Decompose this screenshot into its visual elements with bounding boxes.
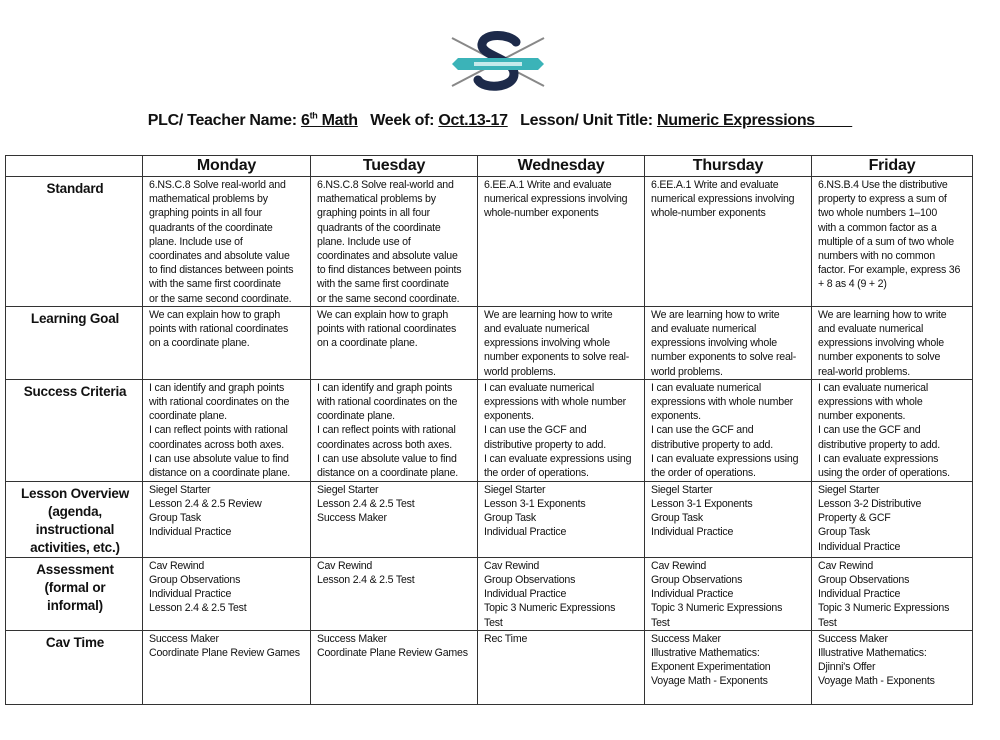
row-cav-time bbox=[6, 630, 973, 704]
cell-assessment-tuesday: Cav Rewind Lesson 2.4 & 2.5 Test bbox=[311, 557, 478, 630]
grade-number: 6 bbox=[300, 112, 310, 129]
cell-standard-thursday: 6.EE.A.1 Write and evaluate numerical expressions involving whole-number exponents bbox=[645, 177, 812, 307]
school-logo-graphic bbox=[444, 30, 552, 92]
row-success-criteria bbox=[6, 379, 973, 481]
page-title bbox=[0, 112, 1000, 130]
teacher-value bbox=[301, 112, 358, 129]
cell-cav-time-thursday: Success Maker Illustrative Mathematics: Exponent Experimentation Voyage Math - Exponents bbox=[645, 630, 812, 704]
cell-lesson-overview-friday: Siegel Starter Lesson 3-2 Distributive Property & GCF Group Task Individual Practice bbox=[812, 481, 973, 557]
day-header: Monday bbox=[143, 156, 311, 177]
weekly-plan-table bbox=[5, 155, 973, 705]
row-label: Lesson Overview (agenda, instructional activities, etc.) bbox=[6, 481, 143, 557]
cell-standard-wednesday: 6.EE.A.1 Write and evaluate numerical expressions involving whole-number exponents bbox=[478, 177, 645, 307]
row-label: Success Criteria bbox=[6, 379, 143, 481]
row-assessment bbox=[6, 557, 973, 630]
cell-success-criteria-friday: I can evaluate numerical expressions with whole number exponents. I can use the GCF and distributive property to add. I can evaluate expressions using the order of operations. bbox=[812, 379, 973, 481]
school-logo bbox=[444, 30, 552, 92]
week-label: Week of: bbox=[370, 112, 435, 129]
cell-success-criteria-wednesday: I can evaluate numerical expressions with whole number exponents. I can use the GCF and distributive property to add. I can evaluate expressions using the order of operations. bbox=[478, 379, 645, 481]
week-value: Oct.13-17 bbox=[438, 112, 508, 129]
day-header: Friday bbox=[812, 156, 973, 177]
lesson-title: Numeric Expressions bbox=[656, 112, 815, 129]
row-learning-goal bbox=[6, 306, 973, 379]
row-label: Standard bbox=[6, 177, 143, 307]
grade-suffix: th bbox=[309, 110, 318, 121]
lesson-value bbox=[657, 112, 852, 129]
cell-success-criteria-monday: I can identify and graph points with rational coordinates on the coordinate plane. I can reflect points with rational coordinates across both axes. I can use absolute value to find distance on a coordinate plane. bbox=[143, 379, 311, 481]
row-label: Learning Goal bbox=[6, 306, 143, 379]
cell-success-criteria-thursday: I can evaluate numerical expressions with whole number exponents. I can use the GCF and distributive property to add. I can evaluate expressions using the order of operations. bbox=[645, 379, 812, 481]
cell-lesson-overview-monday: Siegel Starter Lesson 2.4 & 2.5 Review Group Task Individual Practice bbox=[143, 481, 311, 557]
cell-learning-goal-tuesday: We can explain how to graph points with rational coordinates on a coordinate plane. bbox=[311, 306, 478, 379]
table-body bbox=[6, 177, 973, 705]
cell-lesson-overview-thursday: Siegel Starter Lesson 3-1 Exponents Group Task Individual Practice bbox=[645, 481, 812, 557]
cell-assessment-thursday: Cav Rewind Group Observations Individual Practice Topic 3 Numeric Expressions Test bbox=[645, 557, 812, 630]
row-lesson-overview bbox=[6, 481, 973, 557]
cell-cav-time-monday: Success Maker Coordinate Plane Review Games bbox=[143, 630, 311, 704]
cell-standard-friday: 6.NS.B.4 Use the distributive property to express a sum of two whole numbers 1–100 with a common factor as a multiple of a sum of two whole numbers with no common factor. For example, express 36 + 8 as 4 (9 + 2) bbox=[812, 177, 973, 307]
cell-cav-time-friday: Success Maker Illustrative Mathematics: Djinni's Offer Voyage Math - Exponents bbox=[812, 630, 973, 704]
cell-success-criteria-tuesday: I can identify and graph points with rational coordinates on the coordinate plane. I can reflect points with rational coordinates across both axes. I can use absolute value to find distance on a coordinate plane. bbox=[311, 379, 478, 481]
day-header: Tuesday bbox=[311, 156, 478, 177]
cell-learning-goal-friday: We are learning how to write and evaluate numerical expressions involving whole number exponents to solve real-world problems. bbox=[812, 306, 973, 379]
cell-learning-goal-wednesday: We are learning how to write and evaluate numerical expressions involving whole number exponents to solve real- world problems. bbox=[478, 306, 645, 379]
cell-cav-time-wednesday: Rec Time bbox=[478, 630, 645, 704]
cell-assessment-wednesday: Cav Rewind Group Observations Individual Practice Topic 3 Numeric Expressions Test bbox=[478, 557, 645, 630]
lesson-label: Lesson/ Unit Title: bbox=[520, 112, 653, 129]
cell-learning-goal-monday: We can explain how to graph points with rational coordinates on a coordinate plane. bbox=[143, 306, 311, 379]
cell-standard-tuesday: 6.NS.C.8 Solve real-world and mathematical problems by graphing points in all four quadrants of the coordinate plane. Include use of coordinates and absolute value to find distances between points with the same first coordinate or the same second coordinate. bbox=[311, 177, 478, 307]
cell-lesson-overview-tuesday: Siegel Starter Lesson 2.4 & 2.5 Test Success Maker bbox=[311, 481, 478, 557]
row-label: Assessment (formal or informal) bbox=[6, 557, 143, 630]
row-label: Cav Time bbox=[6, 630, 143, 704]
cell-lesson-overview-wednesday: Siegel Starter Lesson 3-1 Exponents Group Task Individual Practice bbox=[478, 481, 645, 557]
cell-cav-time-tuesday: Success Maker Coordinate Plane Review Games bbox=[311, 630, 478, 704]
cell-assessment-monday: Cav Rewind Group Observations Individual Practice Lesson 2.4 & 2.5 Test bbox=[143, 557, 311, 630]
cell-standard-monday: 6.NS.C.8 Solve real-world and mathematical problems by graphing points in all four quadrants of the coordinate plane. Include use of coordinates and absolute value to find distances between points with the same first coordinate or the same second coordinate. bbox=[143, 177, 311, 307]
cell-assessment-friday: Cav Rewind Group Observations Individual Practice Topic 3 Numeric Expressions Test bbox=[812, 557, 973, 630]
day-header: Wednesday bbox=[478, 156, 645, 177]
cell-learning-goal-thursday: We are learning how to write and evaluate numerical expressions involving whole number exponents to solve real- world problems. bbox=[645, 306, 812, 379]
header-row bbox=[6, 156, 973, 177]
teacher-label: PLC/ Teacher Name: bbox=[147, 112, 297, 129]
row-standard bbox=[6, 177, 973, 307]
corner-cell bbox=[6, 156, 143, 177]
subject: Math bbox=[317, 112, 358, 129]
day-header: Thursday bbox=[645, 156, 812, 177]
